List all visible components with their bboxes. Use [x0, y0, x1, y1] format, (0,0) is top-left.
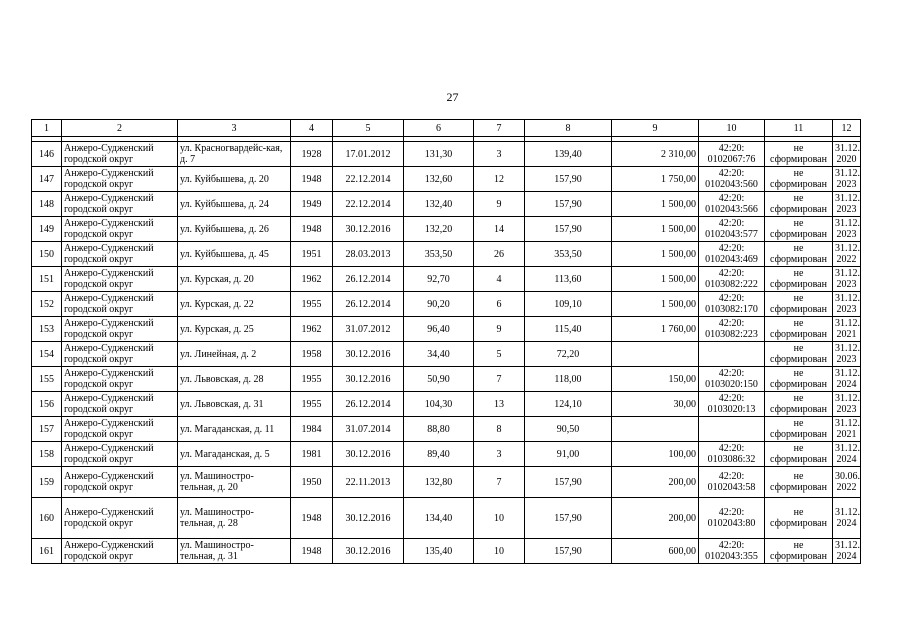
address-cell: ул. Линейная, д. 2 — [178, 342, 291, 367]
cost-cell: 600,00 — [612, 539, 699, 564]
address-cell: ул. Львовская, д. 28 — [178, 367, 291, 392]
deadline-cell: 31.12. 2022 — [833, 242, 861, 267]
residents-cell: 10 — [474, 539, 525, 564]
row-number-cell: 149 — [32, 217, 62, 242]
cadastre-cell: 42:20: 0103020:150 — [699, 367, 765, 392]
area-cell: 132,80 — [404, 467, 474, 498]
year-cell: 1962 — [291, 267, 333, 292]
status-cell: не сформирован — [765, 317, 833, 342]
cost-cell: 1 500,00 — [612, 217, 699, 242]
total-area-cell: 113,60 — [525, 267, 612, 292]
date-cell: 26.12.2014 — [333, 392, 404, 417]
residents-cell: 8 — [474, 417, 525, 442]
cadastre-cell: 42:20: 0103082:223 — [699, 317, 765, 342]
status-cell: не сформирован — [765, 292, 833, 317]
year-cell: 1955 — [291, 292, 333, 317]
area-cell: 353,50 — [404, 242, 474, 267]
row-number-cell: 159 — [32, 467, 62, 498]
row-number-cell: 146 — [32, 142, 62, 167]
district-cell: Анжеро-Судженский городской округ — [62, 467, 178, 498]
area-cell: 104,30 — [404, 392, 474, 417]
district-cell: Анжеро-Судженский городской округ — [62, 217, 178, 242]
row-number-cell: 161 — [32, 539, 62, 564]
cost-cell: 1 500,00 — [612, 267, 699, 292]
deadline-cell: 31.12. 2023 — [833, 342, 861, 367]
table-row — [32, 539, 861, 564]
cost-cell: 1 500,00 — [612, 242, 699, 267]
table-row — [32, 142, 861, 167]
year-cell: 1948 — [291, 217, 333, 242]
district-cell: Анжеро-Судженский городской округ — [62, 392, 178, 417]
address-cell: ул. Магаданская, д. 11 — [178, 417, 291, 442]
area-cell: 132,40 — [404, 192, 474, 217]
table-row — [32, 292, 861, 317]
address-cell: ул. Куйбышева, д. 45 — [178, 242, 291, 267]
row-number-cell: 158 — [32, 442, 62, 467]
area-cell: 135,40 — [404, 539, 474, 564]
deadline-cell: 31.12. 2024 — [833, 498, 861, 539]
cost-cell: 1 500,00 — [612, 192, 699, 217]
total-area-cell: 118,00 — [525, 367, 612, 392]
year-cell: 1955 — [291, 392, 333, 417]
district-cell: Анжеро-Судженский городской округ — [62, 417, 178, 442]
cost-cell: 200,00 — [612, 467, 699, 498]
status-cell: не сформирован — [765, 342, 833, 367]
residents-cell: 9 — [474, 192, 525, 217]
cadastre-cell: 42:20: 0102043:577 — [699, 217, 765, 242]
total-area-cell: 72,20 — [525, 342, 612, 367]
date-cell: 22.12.2014 — [333, 192, 404, 217]
total-area-cell: 157,90 — [525, 167, 612, 192]
deadline-cell: 31.12. 2024 — [833, 442, 861, 467]
address-cell: ул. Машиностро-тельная, д. 31 — [178, 539, 291, 564]
status-cell: не сформирован — [765, 167, 833, 192]
cadastre-cell: 42:20: 0102043:566 — [699, 192, 765, 217]
total-area-cell: 157,90 — [525, 498, 612, 539]
date-cell: 31.07.2014 — [333, 417, 404, 442]
year-cell: 1949 — [291, 192, 333, 217]
cost-cell — [612, 342, 699, 367]
row-number-cell: 160 — [32, 498, 62, 539]
date-cell: 30.12.2016 — [333, 442, 404, 467]
residents-cell: 12 — [474, 167, 525, 192]
area-cell: 132,60 — [404, 167, 474, 192]
deadline-cell: 31.12. 2024 — [833, 367, 861, 392]
total-area-cell: 157,90 — [525, 217, 612, 242]
table-row — [32, 392, 861, 417]
table-row — [32, 317, 861, 342]
cost-cell: 2 310,00 — [612, 142, 699, 167]
cadastre-cell: 42:20: 0102067:76 — [699, 142, 765, 167]
status-cell: не сформирован — [765, 498, 833, 539]
status-cell: не сформирован — [765, 142, 833, 167]
header-cell: 10 — [699, 120, 765, 137]
year-cell: 1948 — [291, 498, 333, 539]
header-cell: 4 — [291, 120, 333, 137]
header-cell: 1 — [32, 120, 62, 137]
row-number-cell: 147 — [32, 167, 62, 192]
address-cell: ул. Куйбышева, д. 24 — [178, 192, 291, 217]
residents-cell: 14 — [474, 217, 525, 242]
housing-register-table — [31, 119, 861, 564]
status-cell: не сформирован — [765, 467, 833, 498]
table-row — [32, 417, 861, 442]
year-cell: 1981 — [291, 442, 333, 467]
cost-cell: 200,00 — [612, 498, 699, 539]
table-header-row — [32, 120, 861, 137]
row-number-cell: 156 — [32, 392, 62, 417]
year-cell: 1948 — [291, 539, 333, 564]
year-cell: 1955 — [291, 367, 333, 392]
area-cell: 88,80 — [404, 417, 474, 442]
deadline-cell: 31.12. 2021 — [833, 317, 861, 342]
header-cell: 6 — [404, 120, 474, 137]
cost-cell: 1 500,00 — [612, 292, 699, 317]
total-area-cell: 115,40 — [525, 317, 612, 342]
cadastre-cell — [699, 417, 765, 442]
date-cell: 31.07.2012 — [333, 317, 404, 342]
date-cell: 28.03.2013 — [333, 242, 404, 267]
date-cell: 30.12.2016 — [333, 367, 404, 392]
area-cell: 131,30 — [404, 142, 474, 167]
area-cell: 34,40 — [404, 342, 474, 367]
cadastre-cell: 42:20: 0102043:469 — [699, 242, 765, 267]
date-cell: 30.12.2016 — [333, 342, 404, 367]
area-cell: 134,40 — [404, 498, 474, 539]
cadastre-cell: 42:20: 0102043:560 — [699, 167, 765, 192]
year-cell: 1951 — [291, 242, 333, 267]
deadline-cell: 30.06. 2022 — [833, 467, 861, 498]
district-cell: Анжеро-Судженский городской округ — [62, 267, 178, 292]
table-row — [32, 192, 861, 217]
address-cell: ул. Куйбышева, д. 26 — [178, 217, 291, 242]
cadastre-cell: 42:20: 0103082:222 — [699, 267, 765, 292]
header-cell: 11 — [765, 120, 833, 137]
status-cell: не сформирован — [765, 417, 833, 442]
district-cell: Анжеро-Судженский городской округ — [62, 367, 178, 392]
status-cell: не сформирован — [765, 267, 833, 292]
area-cell: 90,20 — [404, 292, 474, 317]
area-cell: 132,20 — [404, 217, 474, 242]
status-cell: не сформирован — [765, 442, 833, 467]
header-cell: 3 — [178, 120, 291, 137]
row-number-cell: 152 — [32, 292, 62, 317]
cadastre-cell: 42:20: 0102043:355 — [699, 539, 765, 564]
district-cell: Анжеро-Судженский городской округ — [62, 167, 178, 192]
header-cell: 8 — [525, 120, 612, 137]
header-cell: 2 — [62, 120, 178, 137]
header-cell: 5 — [333, 120, 404, 137]
residents-cell: 4 — [474, 267, 525, 292]
total-area-cell: 139,40 — [525, 142, 612, 167]
header-cell: 7 — [474, 120, 525, 137]
date-cell: 30.12.2016 — [333, 539, 404, 564]
year-cell: 1962 — [291, 317, 333, 342]
status-cell: не сформирован — [765, 192, 833, 217]
table-row — [32, 442, 861, 467]
row-number-cell: 155 — [32, 367, 62, 392]
row-number-cell: 153 — [32, 317, 62, 342]
deadline-cell: 31.12. 2021 — [833, 417, 861, 442]
cost-cell: 150,00 — [612, 367, 699, 392]
year-cell: 1984 — [291, 417, 333, 442]
residents-cell: 7 — [474, 467, 525, 498]
address-cell: ул. Красногвардейс-кая, д. 7 — [178, 142, 291, 167]
cadastre-cell: 42:20: 0102043:58 — [699, 467, 765, 498]
cadastre-cell: 42:20: 0103020:13 — [699, 392, 765, 417]
total-area-cell: 91,00 — [525, 442, 612, 467]
area-cell: 96,40 — [404, 317, 474, 342]
row-number-cell: 154 — [32, 342, 62, 367]
deadline-cell: 31.12. 2023 — [833, 267, 861, 292]
residents-cell: 13 — [474, 392, 525, 417]
district-cell: Анжеро-Судженский городской округ — [62, 342, 178, 367]
date-cell: 22.12.2014 — [333, 167, 404, 192]
row-number-cell: 151 — [32, 267, 62, 292]
date-cell: 22.11.2013 — [333, 467, 404, 498]
year-cell: 1958 — [291, 342, 333, 367]
residents-cell: 3 — [474, 442, 525, 467]
status-cell: не сформирован — [765, 217, 833, 242]
total-area-cell: 124,10 — [525, 392, 612, 417]
district-cell: Анжеро-Судженский городской округ — [62, 192, 178, 217]
cost-cell — [612, 417, 699, 442]
total-area-cell: 353,50 — [525, 242, 612, 267]
district-cell: Анжеро-Судженский городской округ — [62, 498, 178, 539]
status-cell: не сформирован — [765, 392, 833, 417]
residents-cell: 26 — [474, 242, 525, 267]
cost-cell: 1 750,00 — [612, 167, 699, 192]
district-cell: Анжеро-Судженский городской округ — [62, 317, 178, 342]
residents-cell: 5 — [474, 342, 525, 367]
residents-cell: 3 — [474, 142, 525, 167]
address-cell: ул. Курская, д. 20 — [178, 267, 291, 292]
status-cell: не сформирован — [765, 539, 833, 564]
table-row — [32, 267, 861, 292]
row-number-cell: 150 — [32, 242, 62, 267]
row-number-cell: 148 — [32, 192, 62, 217]
header-cell: 9 — [612, 120, 699, 137]
residents-cell: 9 — [474, 317, 525, 342]
date-cell: 26.12.2014 — [333, 267, 404, 292]
header-cell: 12 — [833, 120, 861, 137]
cost-cell: 30,00 — [612, 392, 699, 417]
cadastre-cell: 42:20: 0103086:32 — [699, 442, 765, 467]
deadline-cell: 31.12. 2023 — [833, 192, 861, 217]
status-cell: не сформирован — [765, 242, 833, 267]
deadline-cell: 31.12. 2023 — [833, 167, 861, 192]
address-cell: ул. Львовская, д. 31 — [178, 392, 291, 417]
date-cell: 17.01.2012 — [333, 142, 404, 167]
cadastre-cell — [699, 342, 765, 367]
deadline-cell: 31.12. 2023 — [833, 392, 861, 417]
address-cell: ул. Машиностро-тельная, д. 28 — [178, 498, 291, 539]
district-cell: Анжеро-Судженский городской округ — [62, 442, 178, 467]
address-cell: ул. Машиностро-тельная, д. 20 — [178, 467, 291, 498]
total-area-cell: 109,10 — [525, 292, 612, 317]
year-cell: 1948 — [291, 167, 333, 192]
total-area-cell: 157,90 — [525, 467, 612, 498]
table-row — [32, 367, 861, 392]
district-cell: Анжеро-Судженский городской округ — [62, 142, 178, 167]
district-cell: Анжеро-Судженский городской округ — [62, 539, 178, 564]
deadline-cell: 31.12. 2020 — [833, 142, 861, 167]
deadline-cell: 31.12. 2023 — [833, 292, 861, 317]
address-cell: ул. Курская, д. 22 — [178, 292, 291, 317]
year-cell: 1928 — [291, 142, 333, 167]
total-area-cell: 90,50 — [525, 417, 612, 442]
year-cell: 1950 — [291, 467, 333, 498]
table-row — [32, 342, 861, 367]
residents-cell: 10 — [474, 498, 525, 539]
table-row — [32, 242, 861, 267]
row-number-cell: 157 — [32, 417, 62, 442]
date-cell: 30.12.2016 — [333, 498, 404, 539]
table-row — [32, 467, 861, 498]
cadastre-cell: 42:20: 0102043:80 — [699, 498, 765, 539]
district-cell: Анжеро-Судженский городской округ — [62, 292, 178, 317]
status-cell: не сформирован — [765, 367, 833, 392]
table-row — [32, 498, 861, 539]
date-cell: 30.12.2016 — [333, 217, 404, 242]
area-cell: 50,90 — [404, 367, 474, 392]
table-row — [32, 217, 861, 242]
total-area-cell: 157,90 — [525, 192, 612, 217]
cadastre-cell: 42:20: 0103082:170 — [699, 292, 765, 317]
cost-cell: 1 760,00 — [612, 317, 699, 342]
total-area-cell: 157,90 — [525, 539, 612, 564]
area-cell: 89,40 — [404, 442, 474, 467]
district-cell: Анжеро-Судженский городской округ — [62, 242, 178, 267]
address-cell: ул. Куйбышева, д. 20 — [178, 167, 291, 192]
residents-cell: 6 — [474, 292, 525, 317]
date-cell: 26.12.2014 — [333, 292, 404, 317]
page-number: 27 — [446, 90, 459, 104]
residents-cell: 7 — [474, 367, 525, 392]
address-cell: ул. Магаданская, д. 5 — [178, 442, 291, 467]
table-row — [32, 167, 861, 192]
deadline-cell: 31.12. 2023 — [833, 217, 861, 242]
deadline-cell: 31.12. 2024 — [833, 539, 861, 564]
cost-cell: 100,00 — [612, 442, 699, 467]
address-cell: ул. Курская, д. 25 — [178, 317, 291, 342]
area-cell: 92,70 — [404, 267, 474, 292]
